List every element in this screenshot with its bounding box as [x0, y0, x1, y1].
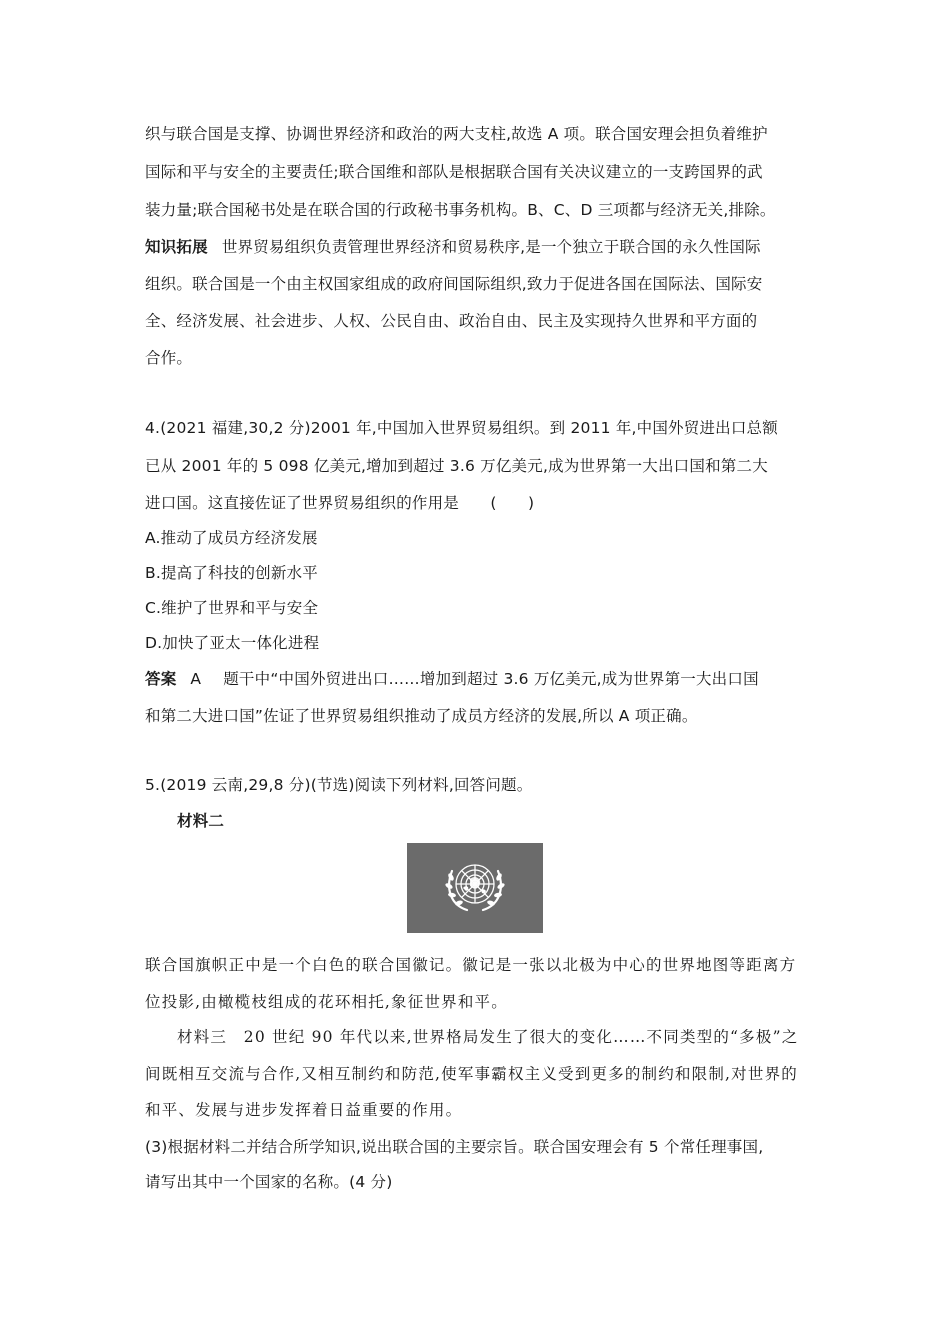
answer-choice: A: [190, 670, 202, 688]
un-flag-image: [407, 843, 543, 933]
material3-line: 间既相互交流与合作,又相互制约和防范,使军事霸权主义受到更多的制约和限制,对世界的: [145, 1065, 798, 1083]
q5-stem: 5.(2019 云南,29,8 分)(节选)阅读下列材料,回答问题。: [145, 776, 533, 794]
extension-line: [145, 235, 810, 259]
extension-label: 知识拓展: [145, 238, 208, 256]
intro-line: 国际和平与安全的主要责任;联合国维和部队是根据联合国有关决议建立的一支跨国界的武: [145, 163, 763, 181]
material3-line: 材料三 20 世纪 90 年代以来,世界格局发生了很大的变化……不同类型的“多极”之: [177, 1028, 799, 1046]
q4-option-c: C.维护了世界和平与安全: [145, 599, 319, 617]
caption-line: 联合国旗帜正中是一个白色的联合国徽记。徽记是一张以北极为中心的世界地图等距离方: [145, 956, 797, 974]
un-emblem-icon: [407, 843, 543, 933]
intro-line: 织与联合国是支撑、协调世界经济和政治的两大支柱,故选 A 项。联合国安理会担负着维护: [145, 125, 768, 143]
answer-text: 题干中“中国外贸进出口……增加到超过 3.6 万亿美元,成为世界第一大出口国: [223, 670, 759, 688]
extension-line: 合作。: [145, 349, 193, 367]
q4-option-a: A.推动了成员方经济发展: [145, 529, 318, 547]
q5-question-line: 请写出其中一个国家的名称。(4 分): [145, 1173, 393, 1191]
answer-label: 答案: [145, 670, 177, 688]
q4-stem-line: 已从 2001 年的 5 098 亿美元,增加到超过 3.6 万亿美元,成为世界第一大出口国和第二大: [145, 457, 768, 475]
q5-question-line: (3)根据材料二并结合所学知识,说出联合国的主要宗旨。联合国安理会有 5 个常任理事国,: [145, 1138, 764, 1156]
material3-line: 和平、发展与进步发挥着日益重要的作用。: [145, 1101, 463, 1119]
q4-stem-line: 进口国。这直接佐证了世界贸易组织的作用是 ( ): [145, 494, 535, 512]
q4-option-b: B.提高了科技的创新水平: [145, 564, 318, 582]
material2-label: 材料二: [177, 812, 225, 830]
extension-text: 世界贸易组织负责管理世界经济和贸易秩序,是一个独立于联合国的永久性国际: [221, 238, 761, 256]
q4-answer-line: [145, 667, 810, 691]
extension-line: 组织。联合国是一个由主权国家组成的政府间国际组织,致力于促进各国在国际法、国际安: [145, 275, 763, 293]
caption-line: 位投影,由橄榄枝组成的花环相托,象征世界和平。: [145, 993, 508, 1011]
q4-stem-line: 4.(2021 福建,30,2 分)2001 年,中国加入世界贸易组织。到 2011 年,中国外贸进出口总额: [145, 419, 778, 437]
extension-line: 全、经济发展、社会进步、人权、公民自由、政治自由、民主及实现持久世界和平方面的: [145, 312, 758, 330]
intro-line: 装力量;联合国秘书处是在联合国的行政秘书事务机构。B、C、D 三项都与经济无关,排除。: [145, 201, 776, 219]
q4-answer-line: 和第二大进口国”佐证了世界贸易组织推动了成员方经济的发展,所以 A 项正确。: [145, 707, 698, 725]
q4-option-d: D.加快了亚太一体化进程: [145, 634, 320, 652]
